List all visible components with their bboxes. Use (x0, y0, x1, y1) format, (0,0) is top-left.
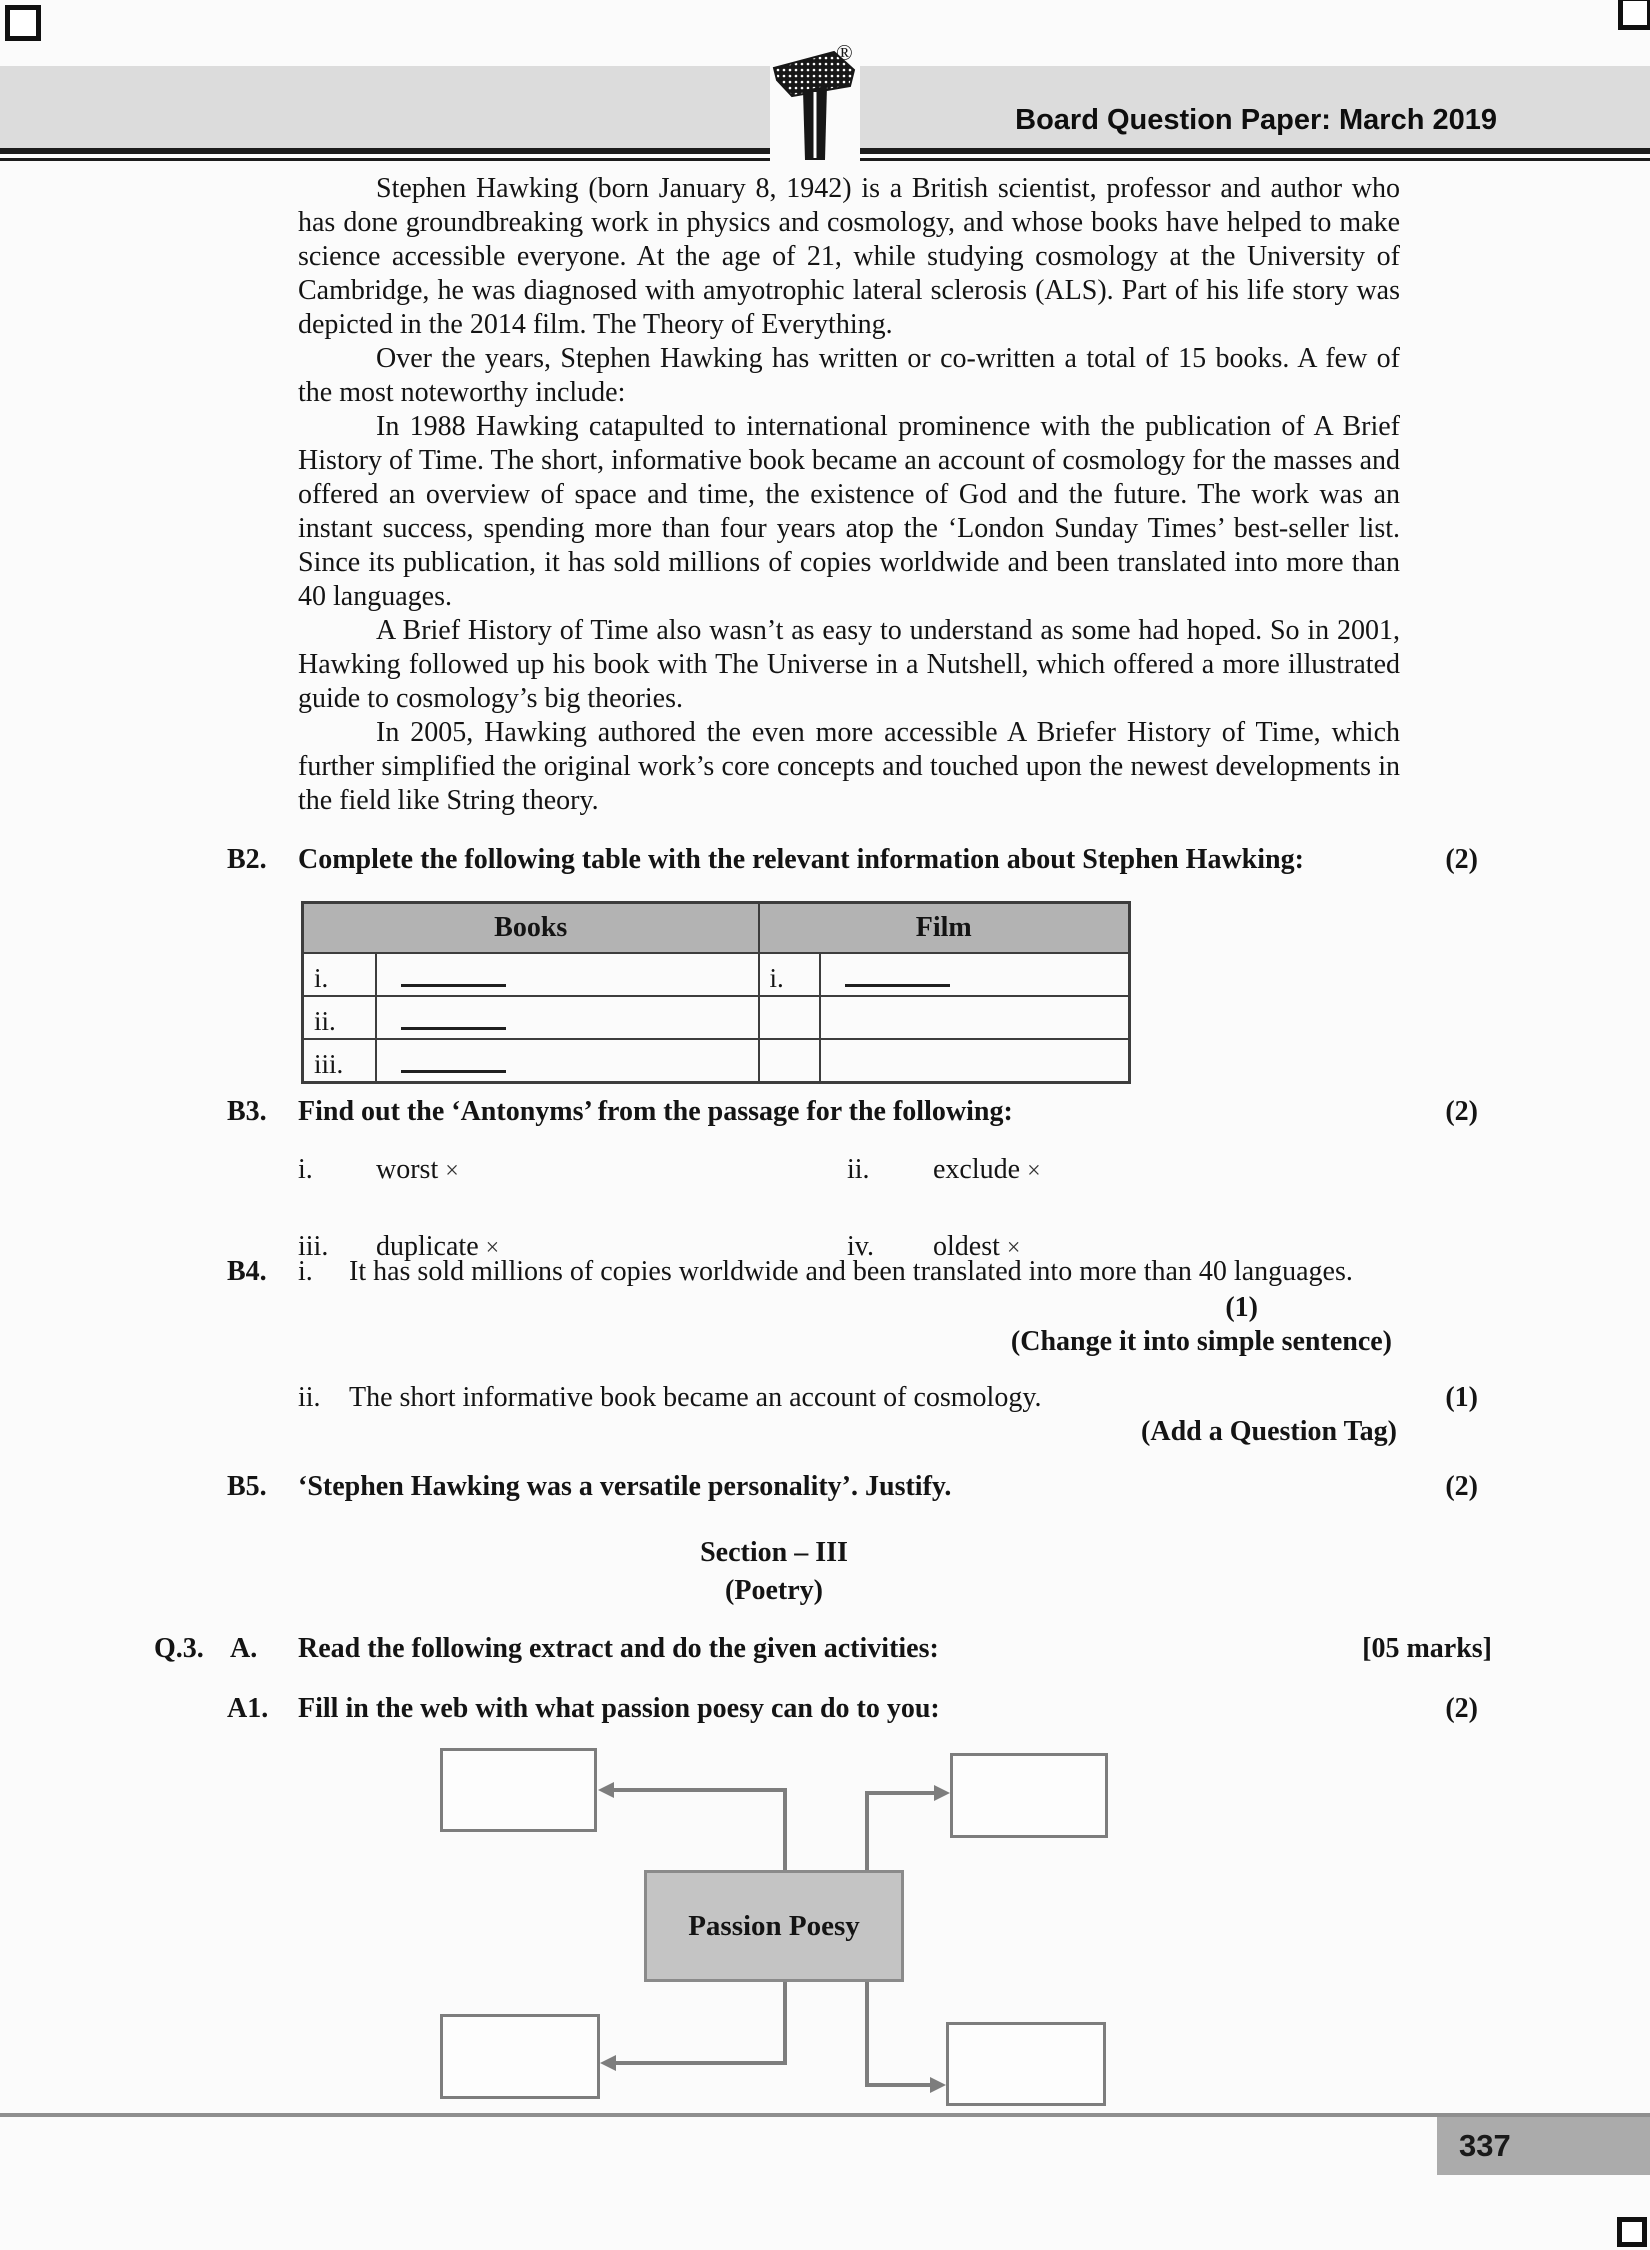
option-word: duplicate × (376, 1231, 500, 1262)
passage-paragraph: A Brief History of Time also wasn’t as easy to understand as some had hoped. So in 2001, Hawking followed up his book with The Universe in a Nutshell, which offered a more illustrated guide to cosmology’s big theories. (298, 615, 1400, 714)
books-row-number: i. (303, 953, 376, 996)
arrow-left-icon (598, 1782, 614, 1798)
table-header-books: Books (303, 903, 759, 954)
film-row-number: i. (759, 953, 820, 996)
item-number: i. (298, 1256, 313, 1287)
question-b2-label: B2. (227, 844, 267, 875)
corner-mark-bottom-right (1617, 2217, 1647, 2247)
film-row-number (759, 1039, 820, 1083)
web-box-bottom-right (946, 2022, 1106, 2106)
books-answer-blank (376, 953, 759, 996)
item-number: ii. (298, 1382, 321, 1413)
item-instruction: (Add a Question Tag) (1141, 1416, 1397, 1447)
multiply-icon: × (1027, 1158, 1041, 1184)
connector-line (867, 1793, 936, 1870)
publisher-logo-icon (770, 26, 860, 172)
question-a1-marks: (2) (1445, 1693, 1478, 1724)
page-header-title: Board Question Paper: March 2019 (1015, 104, 1497, 136)
item-marks: (1) (1445, 1382, 1478, 1413)
item-marks: (1) (1225, 1292, 1258, 1323)
option-number: i. (298, 1154, 313, 1185)
option-number: iii. (298, 1231, 329, 1262)
passage-paragraph: Stephen Hawking (born January 8, 1942) is a British scientist, professor and author who has done groundbreaking work in physics and cosmology, and whose books have helped to make science accessible everyone. At the age of 21, while studying cosmology at the University of Cambridge, he was diagnosed with amyotrophic lateral sclerosis (ALS). Part of his life story was depicted in the 2014 film. The Theory of Everything. (298, 173, 1400, 340)
option-word: exclude × (933, 1154, 1041, 1185)
option-word: oldest × (933, 1231, 1021, 1262)
item-instruction: (Change it into simple sentence) (1010, 1326, 1392, 1357)
passage-paragraph: Over the years, Stephen Hawking has written or co-written a total of 15 books. A few of the most noteworthy include: (298, 343, 1400, 408)
film-answer-blank (820, 953, 1130, 996)
multiply-icon: × (485, 1235, 500, 1261)
question-q3-text: Read the following extract and do the given activities: (298, 1633, 939, 1664)
question-q3-marks: [05 marks] (1362, 1633, 1492, 1664)
question-a1-label: A1. (227, 1693, 269, 1724)
arrow-right-icon (930, 2077, 946, 2093)
question-q3 (154, 1632, 1492, 1666)
question-b2 (227, 843, 1478, 877)
corner-mark-top-right (1618, 0, 1650, 30)
table-header-row (303, 903, 1130, 954)
books-row-number: iii. (303, 1039, 376, 1083)
question-b3-marks: (2) (1445, 1096, 1478, 1127)
fill-in-blank (845, 954, 950, 987)
question-b4-label: B4. (227, 1256, 267, 1287)
question-b5-label: B5. (227, 1471, 267, 1502)
web-box-top-left (440, 1748, 597, 1832)
fill-in-blank (401, 954, 506, 987)
question-b5-marks: (2) (1445, 1471, 1478, 1502)
question-b3-label: B3. (227, 1096, 267, 1127)
arrow-right-icon (934, 1785, 950, 1801)
question-b3-text: Find out the ‘Antonyms’ from the passage for the following: (298, 1096, 1013, 1127)
b4-item-ii (298, 1381, 1478, 1415)
footer-rule (0, 2113, 1650, 2117)
question-b4 (227, 1255, 1478, 1449)
option-word: worst × (376, 1154, 459, 1185)
web-box-bottom-left (440, 2014, 600, 2099)
question-b5-text: ‘Stephen Hawking was a versatile personality’. Justify. (298, 1471, 952, 1502)
web-box-top-right (950, 1753, 1108, 1838)
film-answer-blank (820, 996, 1130, 1039)
page-number-badge: 337 (1437, 2117, 1650, 2175)
passage-paragraph: In 1988 Hawking catapulted to international prominence with the publication of A Brief History of Time. The short, informative book became an account of cosmology for the masses and offered an overview of space and time, the existence of God and the future. The work was an instant success, spending more than four years atop the ‘London Sunday Times’ best-seller list. Since its publication, it has sold millions of copies worldwide and been translated into more than 40 languages. (298, 411, 1400, 612)
table-header-film: Film (759, 903, 1130, 954)
connector-line (867, 1982, 932, 2085)
section-title: Section – III (700, 1537, 848, 1568)
web-center-box: Passion Poesy (644, 1870, 904, 1982)
multiply-icon: × (1006, 1235, 1021, 1261)
option-number: ii. (847, 1154, 870, 1185)
fill-in-blank (401, 1040, 506, 1073)
reading-passage (298, 172, 1400, 818)
film-row-number (759, 996, 820, 1039)
section-subtitle: (Poetry) (725, 1575, 823, 1606)
question-b2-text: Complete the following table with the relevant information about Stephen Hawking: (298, 844, 1304, 875)
question-q3-label: Q.3. (154, 1633, 204, 1664)
passion-poesy-web-diagram (440, 1748, 1110, 2113)
question-q3-part: A. (230, 1633, 258, 1664)
fill-in-blank (401, 997, 506, 1030)
question-b5 (227, 1470, 1478, 1504)
section-heading (298, 1536, 1250, 1608)
table-row (303, 953, 1130, 996)
b2-answer-table (301, 901, 1131, 1084)
antonym-option-row (298, 1153, 1478, 1188)
question-a1 (227, 1692, 1478, 1726)
option-number: iv. (847, 1231, 874, 1262)
registered-trademark-icon: ® (836, 40, 853, 65)
table-row (303, 1039, 1130, 1083)
b4-item-i (298, 1255, 1478, 1289)
connector-line (614, 1982, 785, 2063)
arrow-left-icon (600, 2055, 616, 2071)
question-b2-marks: (2) (1445, 844, 1478, 875)
header-bar-left (0, 66, 779, 148)
passage-paragraph: In 2005, Hawking authored the even more accessible A Briefer History of Time, which further simplified the original work’s core concepts and touched upon the newest developments in the field like String theory. (298, 717, 1400, 816)
item-text: The short informative book became an account of cosmology. (349, 1382, 1042, 1413)
connector-line (612, 1790, 785, 1870)
table-row (303, 996, 1130, 1039)
question-a1-text: Fill in the web with what passion poesy can do to you: (298, 1693, 940, 1724)
multiply-icon: × (445, 1158, 459, 1184)
item-text: It has sold millions of copies worldwide and been translated into more than 40 languages. (349, 1256, 1353, 1287)
books-answer-blank (376, 996, 759, 1039)
books-row-number: ii. (303, 996, 376, 1039)
books-answer-blank (376, 1039, 759, 1083)
question-b3 (227, 1095, 1478, 1265)
film-answer-blank (820, 1039, 1130, 1083)
corner-mark-top-left (5, 5, 41, 41)
